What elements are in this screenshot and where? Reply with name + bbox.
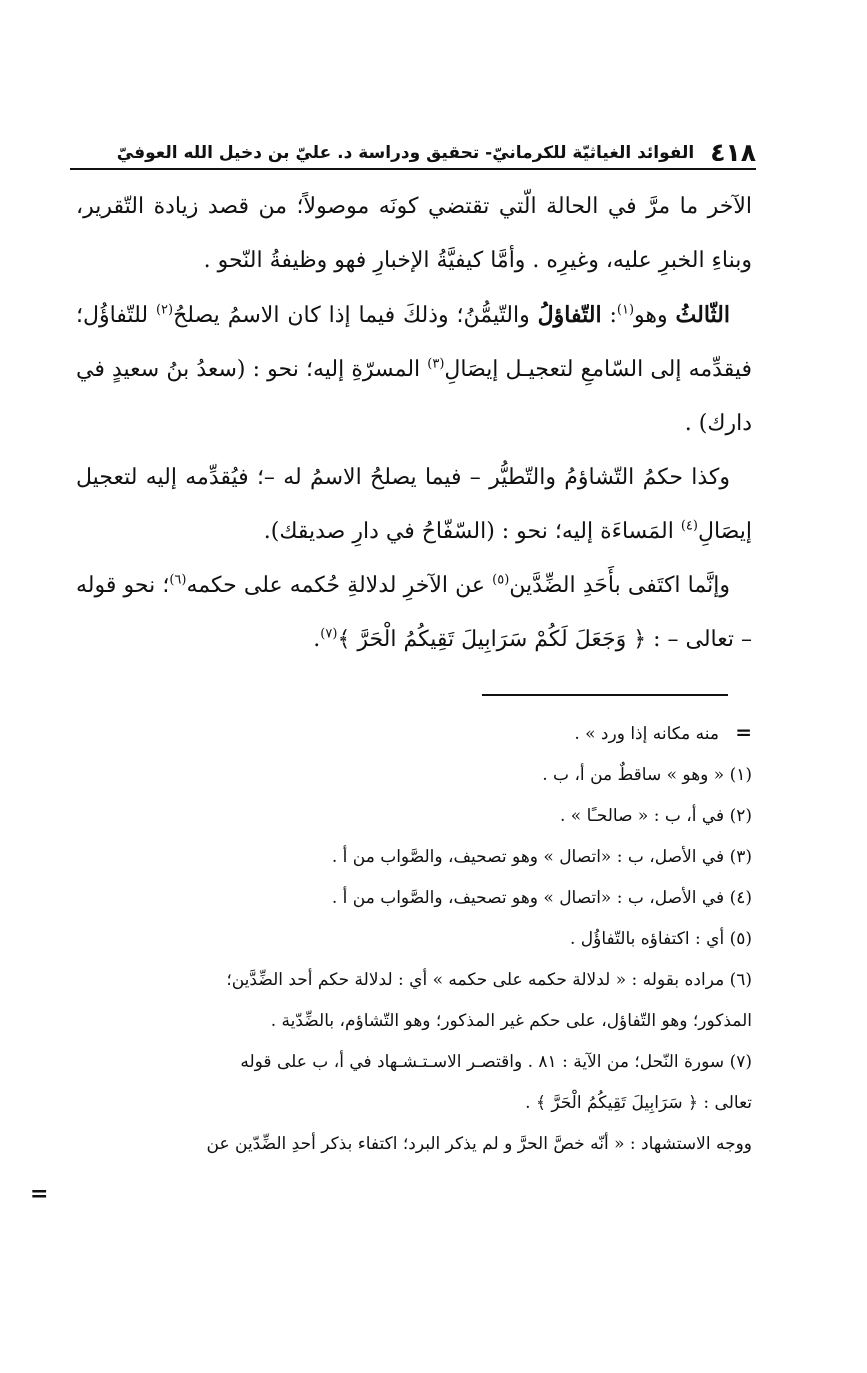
footnote-ref-1[interactable]: (١) <box>616 302 635 318</box>
page-number: ٤١٨ <box>710 138 756 167</box>
paragraph-2-text-a: وهو <box>634 303 676 328</box>
paragraph-2-text-b: : <box>601 303 617 328</box>
footnote-7-line-1: (٧) سورة النّحل؛ من الآية : ٨١ . واقتصـر الاسـتـشـهاد في أ، ب على قوله <box>240 1052 752 1072</box>
paragraph-4-text-b: عن الآخرِ لدلالةِ حُكمه على حكمه <box>186 573 493 598</box>
carry-out-mark: = <box>30 1181 49 1207</box>
paragraph-2-text-d: للتّفاؤُل؛ فيقدِّمه إلى السّامعِ لتعجيـل إيصَالِ <box>76 303 753 382</box>
footnote-7-line-2: تعالى : ﴿ سَرَابِيلَ تَقِيكُمُ الْحَرَّ ﴾ . <box>525 1093 752 1113</box>
footnote-6-line-2: المذكور؛ وهو التّفاؤل، على حكم غير المذكور؛ وهو التّشاؤم، بالضِّدّية . <box>270 1011 752 1031</box>
paragraph-3 <box>76 451 752 559</box>
footnote-separator <box>482 694 728 696</box>
page-header <box>70 128 756 168</box>
running-title: الفوائد الغياثيّة للكرمانيّ- تحقيق ودراسة د. عليّ بن دخيل الله العوفيّ <box>116 143 695 163</box>
header-rule <box>70 168 756 170</box>
carry-in-text: منه مكانه إذا ورد » . <box>574 724 720 744</box>
paragraph-2 <box>76 288 752 451</box>
paragraph-4-text-a: وإنَّما اكتَفى بأَحَدِ الضِّدَّين <box>509 573 730 598</box>
carry-in-mark: = <box>735 720 752 744</box>
paragraph-4 <box>76 559 752 667</box>
footnote-3: (٣) في الأصل، ب : «اتصال » وهو تصحيف، والصَّواب من أ . <box>331 847 752 867</box>
footnote-1: (١) « وهو » ساقطٌ من أ، ب . <box>542 765 752 785</box>
footnote-ref-7[interactable]: (٧) <box>320 626 338 642</box>
quran-verse: ﴿ وَجَعَلَ لَكُمْ سَرَابِيلَ تَقِيكُمُ الْحَرَّ ﴾ <box>337 627 647 652</box>
term-tafaul: التّفاؤلُ <box>537 302 602 328</box>
footnote-5: (٥) أي : اكتفاؤه بالتّفاؤُل . <box>570 929 752 949</box>
paragraph-3-text-a: وكذا حكمُ التّشاؤمُ والتّطيُّر – فيما يصلحُ الاسمُ له –؛ فيُقدِّمه إليه لتعجيل إيصَالِ <box>76 465 752 544</box>
footnote-ref-6[interactable]: (٦) <box>169 572 187 588</box>
footnote-2: (٢) في أ، ب : « صالحـًا » . <box>559 806 752 826</box>
paragraph-4-text-c: ؛ نحو قوله – تعالى – : <box>76 573 752 652</box>
paragraph-4-end: . <box>313 627 321 652</box>
section-heading-third: الثّالثُ <box>675 302 730 328</box>
footnote-6-line-1: (٦) مراده بقوله : « لدلالة حكمه على حكمه » أي : لدلالة حكم أحد الضِّدَّين؛ <box>226 970 752 990</box>
footnotes <box>76 712 752 1165</box>
footnote-ref-4[interactable]: (٤) <box>680 518 698 534</box>
footnote-carry-in <box>76 712 752 755</box>
footnote-ref-2[interactable]: (٢) <box>155 302 174 318</box>
footnote-4: (٤) في الأصل، ب : «اتصال » وهو تصحيف، والصَّواب من أ . <box>331 888 752 908</box>
paragraph-2-text-c: والتّيمُّنُ؛ وذلكَ فيما إذا كان الاسمُ يصلحُ <box>173 303 538 328</box>
main-text <box>76 180 752 667</box>
footnote-7-line-3: ووجه الاستشهاد : « أنّه خصَّ الحرَّ و لم يذكر البرد؛ اكتفاء بذكر أحدِ الضِّدّين عن <box>206 1134 752 1154</box>
paragraph-3-text-b: المَساءَة إليه؛ نحو : (السّفّاحُ في دارِ صديقك). <box>263 519 681 544</box>
paragraph-2-text-e: المسرّةِ إليه؛ نحو : (سعدُ بنُ سعيدٍ في دارك) . <box>76 357 752 436</box>
footnote-ref-3[interactable]: (٣) <box>427 356 445 372</box>
footnote-ref-5[interactable]: (٥) <box>492 572 510 588</box>
paragraph-1: الآخر ما مرَّ في الحالة الّتي تقتضي كونَه موصولاً؛ من قصد زيادة التّقرير، وبناءِ الخبرِ عليه، وغيرِه . وأمَّا كيفيَّةُ الإخبارِ فهو وظيفةُ النّحو . <box>76 194 752 273</box>
